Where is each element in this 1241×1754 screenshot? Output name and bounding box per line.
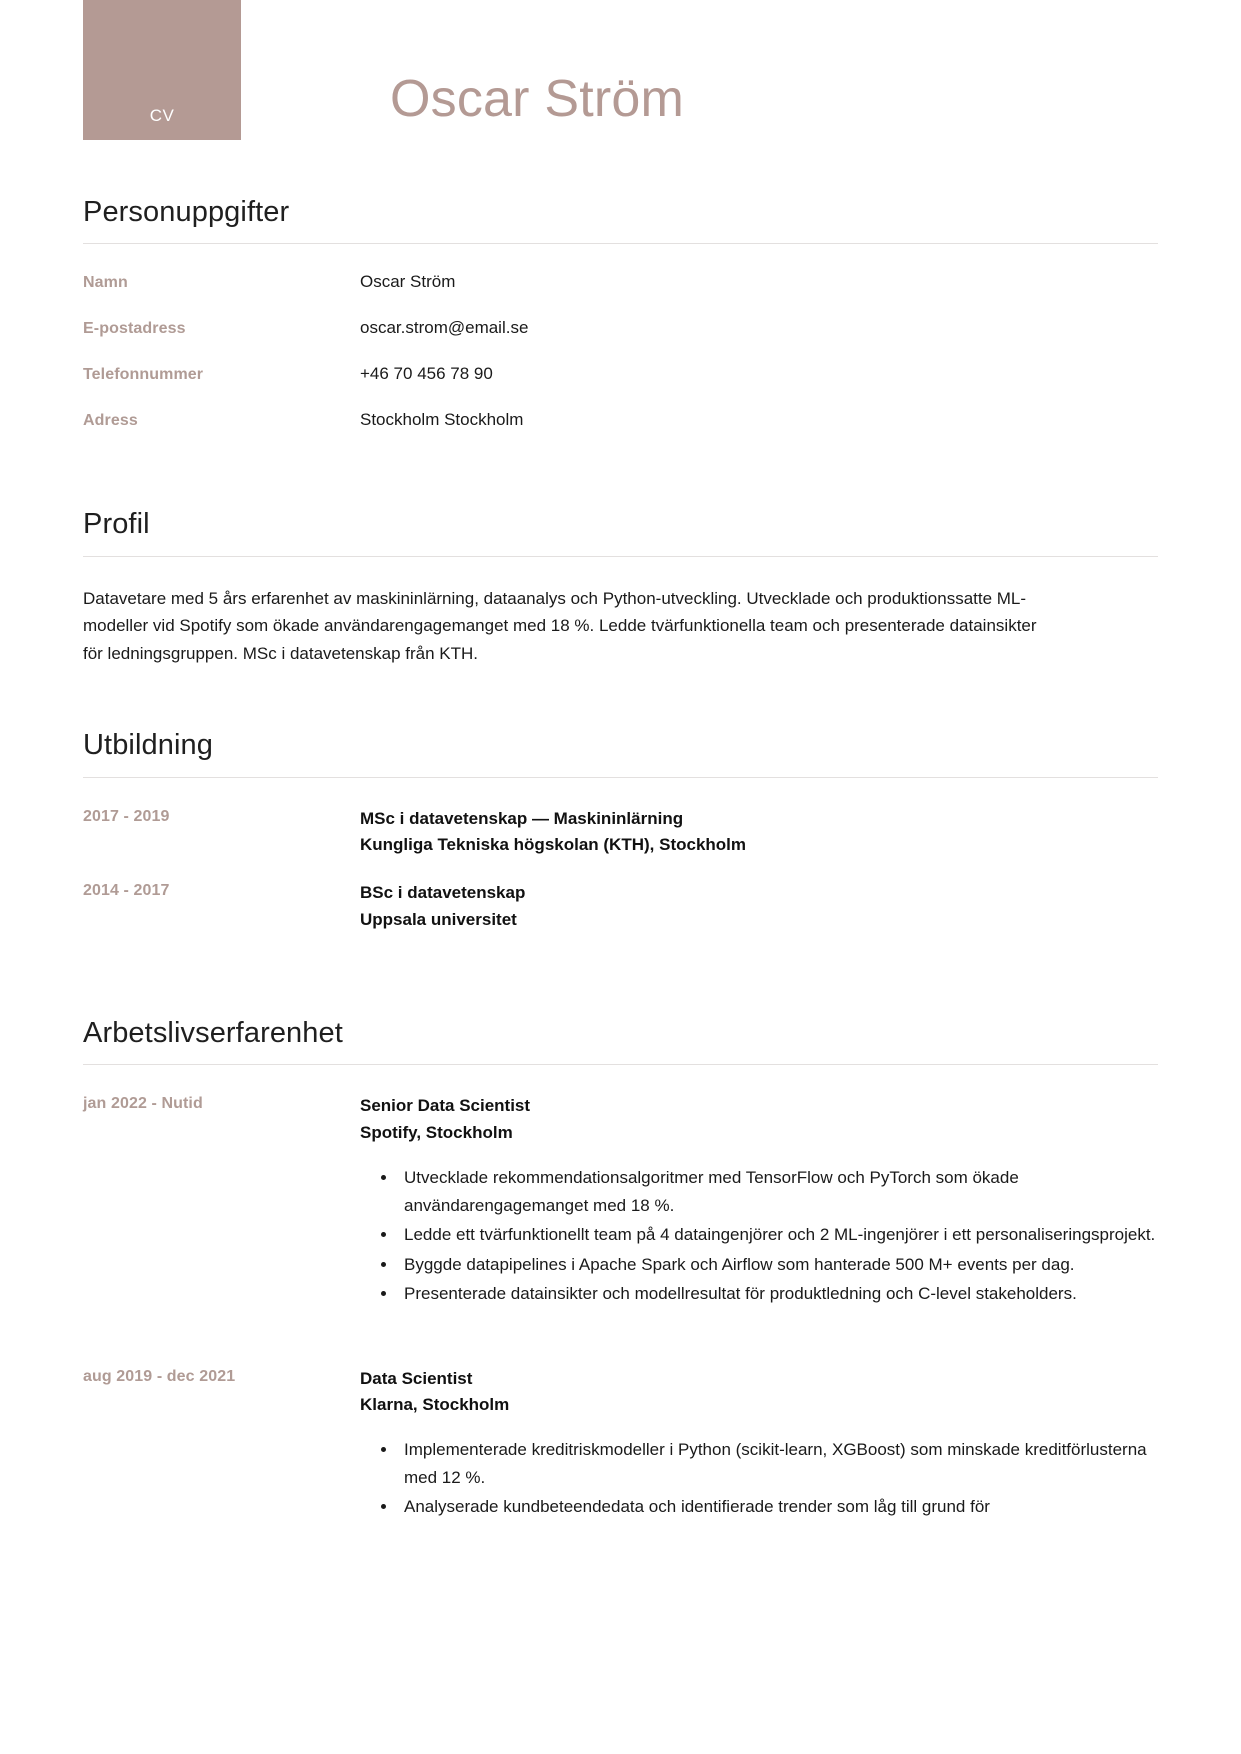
spacer: [83, 1332, 1158, 1366]
detail-row-phone: [83, 364, 1158, 384]
section-divider: [83, 777, 1158, 778]
entry-body: [360, 880, 1158, 933]
section-divider: [83, 1064, 1158, 1065]
work-entry: [83, 1093, 1158, 1309]
education-entry: [83, 806, 1158, 859]
detail-value: Oscar Ström: [360, 272, 456, 292]
detail-label: Namn: [83, 274, 128, 292]
entry-date: aug 2019 - dec 2021: [83, 1367, 236, 1385]
detail-label: E-postadress: [83, 320, 186, 338]
list-item: • Analyserade kundbeteendedata och identifierade trender som låg till grund för: [398, 1493, 1158, 1521]
entry-title: MSc i datavetenskap — Maskininlärning: [360, 808, 684, 828]
entry-body: [360, 806, 1158, 859]
detail-value: Stockholm Stockholm: [360, 410, 524, 430]
section-heading-education: Utbildning: [83, 729, 213, 762]
detail-row-address: [83, 410, 1158, 430]
list-item: • Presenterade datainsikter och modellresultat för produktledning och C-level stakeholders.: [398, 1280, 1158, 1308]
entry-subtitle: Spotify, Stockholm: [360, 1122, 513, 1142]
detail-value: oscar.strom@email.se: [360, 318, 529, 338]
list-item: • Utvecklade rekommendationsalgoritmer med TensorFlow och PyTorch som ökade användarengagemanget med 18 %.: [398, 1164, 1158, 1219]
entry-bullet-list: [360, 1436, 1158, 1521]
education-entry: [83, 880, 1158, 933]
entry-date: 2017 - 2019: [83, 807, 170, 825]
entry-body: [360, 1093, 1158, 1309]
list-item: • Implementerade kreditriskmodeller i Python (scikit-learn, XGBoost) som minskade kreditförlusterna med 12 %.: [398, 1436, 1158, 1491]
entry-title: Data Scientist: [360, 1368, 473, 1388]
list-item: • Byggde datapipelines i Apache Spark och Airflow som hanterade 500 M+ events per dag.: [398, 1251, 1158, 1279]
cv-type-label: CV: [149, 106, 175, 125]
entry-title: Senior Data Scientist: [360, 1096, 531, 1116]
entry-date: 2014 - 2017: [83, 882, 170, 900]
section-heading-work-experience: Arbetslivserfarenhet: [83, 1017, 343, 1049]
spacer: [83, 456, 1158, 508]
detail-label: Adress: [83, 412, 138, 430]
spacer: [83, 667, 1158, 729]
section-work-experience: [83, 1017, 1158, 1523]
profile-summary-text: Datavetare med 5 års erfarenhet av maskininlärning, dataanalys och Python-utveckling. Utvecklade och produktionssatte ML-modeller vid Spotify som ökade användarengagemanget med 18 %. Ledde tvärfunktionella team och presenterade datainsikter för ledningsgruppen. MSc i datavetenskap från KTH.: [83, 588, 1037, 663]
entry-subtitle: Uppsala universitet: [360, 909, 517, 929]
detail-value: +46 70 456 78 90: [360, 364, 493, 384]
section-heading-profile: Profil: [83, 508, 150, 541]
work-entry: [83, 1366, 1158, 1523]
entry-title: BSc i datavetenskap: [360, 883, 526, 903]
entry-subtitle: Kungliga Tekniska högskolan (KTH), Stockholm: [360, 834, 747, 854]
section-divider: [83, 243, 1158, 244]
page-title: Oscar Ström: [390, 70, 685, 128]
entry-subtitle: Klarna, Stockholm: [360, 1395, 510, 1415]
section-personal-details: [83, 196, 1158, 430]
section-profile: [83, 508, 1158, 667]
entry-date: jan 2022 - Nutid: [83, 1095, 203, 1113]
entry-bullet-list: [360, 1164, 1158, 1308]
cv-header: [83, 0, 1158, 196]
section-heading-personal-details: Personuppgifter: [83, 196, 290, 228]
list-item: • Ledde ett tvärfunktionellt team på 4 dataingenjörer och 2 ML-ingenjörer i ett personaliseringsprojekt.: [398, 1221, 1158, 1249]
detail-label: Telefonnummer: [83, 366, 204, 384]
detail-row-email: [83, 318, 1158, 338]
section-education: [83, 729, 1158, 933]
entry-body: [360, 1366, 1158, 1523]
detail-row-namn: [83, 272, 1158, 292]
cv-accent-swatch: [83, 0, 241, 140]
spacer: [83, 955, 1158, 1017]
section-divider: [83, 556, 1158, 557]
